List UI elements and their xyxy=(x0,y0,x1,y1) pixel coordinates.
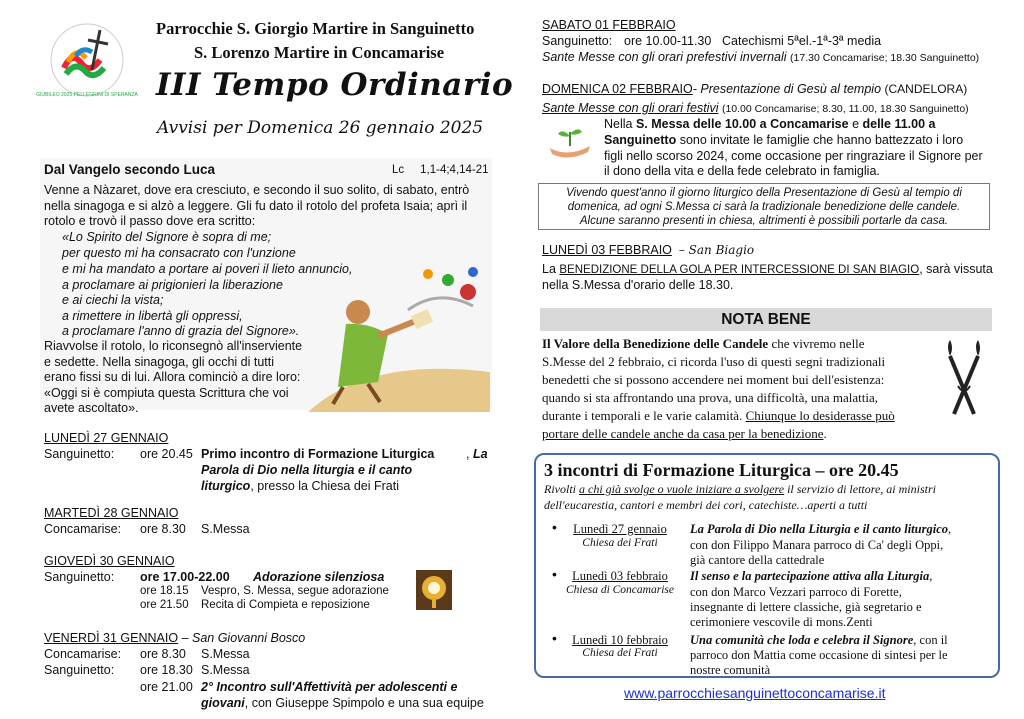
formation-item-text: , con il xyxy=(913,633,948,647)
formation-item-line: con don Marco Vezzari parroco di Forette, xyxy=(690,585,902,599)
feast-name: - Presentazione di Gesù al tempio xyxy=(692,82,882,96)
event-title: Vespro, S. Messa, segue adorazione xyxy=(201,585,389,597)
gospel-verses: 1,1-4;4,14-21 xyxy=(420,164,489,176)
mon3-blessing: BENEDIZIONE DELLA GOLA PER INTERCESSIONE DI SAN BIAGIO xyxy=(559,264,920,276)
formation-date: Lunedì 10 febbraio xyxy=(572,633,668,647)
candle-notice-line: domenica, ad ogni S.Messa ci sarà la tradizionale benedizione delle candele. xyxy=(567,201,961,213)
event-line xyxy=(201,478,399,494)
place-label: Sanguinetto: xyxy=(542,34,613,48)
nota-bene-title: NOTA BENE xyxy=(721,311,811,328)
event-time: ore 21.50 xyxy=(140,599,189,611)
day-heading: LUNEDÌ 03 FEBBRAIO xyxy=(542,243,672,257)
event-subtitle: Parola di Dio nella liturgia e il canto xyxy=(201,463,413,477)
place-label: Sanguinetto: xyxy=(44,447,115,461)
gospel-line: nella sinagoga e si alzò a leggere. Gli fu dato il rotolo del profeta Isaia; aprì il xyxy=(44,199,468,213)
parish-name-2: S. Lorenzo Martire in Concamarise xyxy=(194,43,445,62)
formation-intro-line xyxy=(544,482,936,497)
gospel-quote-line: «Lo Spirito del Signore è sopra di me; xyxy=(62,230,272,244)
gospel-line: erano fissi su di lui. Allora cominciò a dire loro: xyxy=(44,370,301,384)
sun-text: e xyxy=(848,117,863,131)
gospel-quote-line: per questo mi ha consacrato con l'unzione xyxy=(62,246,296,260)
sun-text-bold: S. Messa delle 10.00 a Concamarise xyxy=(635,117,849,131)
gospel-quote-line: e mi ha mandato a portare ai poveri il lieto annuncio, xyxy=(62,262,353,276)
event-time: ore 17.00-22.00 xyxy=(140,570,230,584)
event-location: , presso la Chiesa dei Frati xyxy=(250,479,399,493)
nota-text: che vivremo nelle xyxy=(768,336,865,351)
bullet: • xyxy=(552,630,557,646)
nota-line: quando si sta affrontando una prova, una difficoltà, una malattia, xyxy=(542,390,878,405)
formation-intro-line: dell'eucarestia, cantori e membri dei cori, catechiste…aperti a tutti xyxy=(544,498,868,512)
day-heading-row xyxy=(542,242,754,258)
sun-text-bold: Sanguinetto xyxy=(604,133,677,147)
event-subtitle: La xyxy=(473,447,488,461)
day-heading-row xyxy=(44,630,305,646)
formation-item-line: nostre comunità xyxy=(690,663,771,677)
formation-item-line: con don Filippo Manara parroco di Ca' degli Oppi, xyxy=(690,538,944,552)
event-title: Catechismi 5ªel.-1ª-3ª media xyxy=(722,34,882,48)
formation-item-text: , xyxy=(948,522,952,536)
formation-item-line xyxy=(690,632,948,648)
formation-intro-underlined: a chi già svolge o vuole iniziare a svolgere xyxy=(579,482,785,496)
formation-church: Chiesa di Concamarise xyxy=(566,584,674,596)
day-heading: DOMENICA 02 FEBBRAIO xyxy=(542,82,693,96)
nota-bold: Il Valore della Benedizione delle Candele xyxy=(542,336,769,351)
gospel-line: rotolo e trovò il passo dove era scritto: xyxy=(44,214,256,228)
sun-paragraph-line xyxy=(604,132,963,148)
monstrance-icon xyxy=(416,570,452,610)
formation-intro: il servizio di lettore, ai ministri xyxy=(784,482,936,496)
mass-times: (10.00 Concamarise; 8.30, 11.00, 18.30 Sanguinetto) xyxy=(721,103,969,115)
candle-notice-line: Vivendo quest'anno il giorno liturgico della Presentazione di Gesù al tempio di xyxy=(566,187,962,199)
nota-line xyxy=(542,408,895,425)
comma: , xyxy=(466,447,470,461)
nota-underlined: Chiunque lo desiderasse può xyxy=(745,408,895,423)
bullet: • xyxy=(552,566,557,582)
parish-name-1: Parrocchie S. Giorgio Martire in Sanguinetto xyxy=(156,19,475,38)
formation-date: Lunedì 03 febbraio xyxy=(572,569,668,583)
saint-name: – San Giovanni Bosco xyxy=(181,631,306,645)
formation-item-line xyxy=(690,568,932,584)
mon3-text: La xyxy=(542,262,560,276)
place-label: Concamarise: xyxy=(44,522,122,536)
jesus-scroll-illustration xyxy=(308,262,490,412)
event-title: Recita di Compieta e reposizione xyxy=(201,599,370,611)
hands-plant-icon xyxy=(548,124,592,158)
formation-item-line: cerimoniere vescovile di mons.Zenti xyxy=(690,615,873,629)
formation-item-title: La Parola di Dio nella Liturgia e il canto liturgico xyxy=(690,522,948,536)
formation-church: Chiesa dei Frati xyxy=(582,537,658,549)
sun-paragraph-line xyxy=(604,116,935,132)
mass-label: Sante Messe con gli orari prefestivi invernali xyxy=(542,50,787,64)
event-title: Adorazione silenziosa xyxy=(253,570,385,584)
formation-item-title: Una comunità che loda e celebra il Signore xyxy=(690,633,914,647)
gospel-line: e sedette. Nella sinagoga, gli occhi di tutti xyxy=(44,355,274,369)
event-time: ore 8.30 xyxy=(140,647,186,661)
formation-church: Chiesa dei Frati xyxy=(582,647,658,659)
gospel-line: Riavvolse il rotolo, lo riconsegnò all'inserviente xyxy=(44,339,303,353)
mass-times: (17.30 Concamarise; 18.30 Sanguinetto) xyxy=(790,52,980,64)
event-time: ore 10.00-11.30 xyxy=(624,34,712,48)
event-time: ore 18.15 xyxy=(140,585,189,597)
mass-line xyxy=(542,49,979,65)
nota-line xyxy=(542,426,827,443)
sun-paragraph-line: il dono della vita e della fede celebrato in famiglia. xyxy=(604,164,880,178)
page-subtitle: Avvisi per Domenica 26 gennaio 2025 xyxy=(157,118,484,138)
mass-line xyxy=(542,100,969,116)
event-subtitle: liturgico xyxy=(201,479,251,493)
day-heading-row xyxy=(542,81,967,97)
event-title: 2° Incontro sull'Affettività per adolescenti e xyxy=(201,680,458,694)
formation-date: Lunedì 27 gennaio xyxy=(573,522,667,536)
formation-item-text: , xyxy=(929,569,933,583)
event-line xyxy=(201,695,484,711)
mass-label: Sante Messe con gli orari festivi xyxy=(542,101,719,115)
event-time: ore 21.00 xyxy=(140,680,193,694)
logo-text: GIUBILEO 2025 PELLEGRINI DI SPERANZA xyxy=(36,92,138,98)
gospel-line: avete ascoltato». xyxy=(44,401,139,415)
day-heading: LUNEDÌ 27 GENNAIO xyxy=(44,431,169,445)
place-label: Concamarise: xyxy=(44,647,122,661)
gospel-quote-line: a proclamare l'anno di grazia del Signore». xyxy=(62,324,300,338)
mon3-line xyxy=(542,261,993,278)
gospel-line: Venne a Nàzaret, dove era cresciuto, e secondo il suo solito, di sabato, entrò xyxy=(44,183,470,197)
nota-text: durante i temporali e le varie calamità. xyxy=(542,408,746,423)
day-heading: MARTEDÌ 28 GENNAIO xyxy=(44,506,179,520)
event-title: giovani xyxy=(201,696,245,710)
gospel-reference xyxy=(392,163,489,178)
day-heading: SABATO 01 FEBBRAIO xyxy=(542,18,676,32)
gospel-book: Lc xyxy=(392,164,405,176)
nota-line: S.Messe del 2 febbraio, ci ricorda l'uso di questi segni tradizionali xyxy=(542,354,886,369)
sun-text: Nella xyxy=(604,117,636,131)
mon3-line: nella S.Messa d'orario delle 18.30. xyxy=(542,278,734,292)
sun-text-bold: delle 11.00 a xyxy=(862,117,936,131)
formation-item-line: già cantore della cattedrale xyxy=(690,553,825,567)
gospel-title: Dal Vangelo secondo Luca xyxy=(44,162,216,177)
gospel-quote-line: a rimettere in libertà gli oppressi, xyxy=(62,309,243,323)
gospel-quote-line: a proclamare ai prigionieri la liberazione xyxy=(62,278,283,292)
nota-line xyxy=(542,336,865,353)
feast-paren: (CANDELORA) xyxy=(884,82,968,96)
nota-underlined: portare delle candele anche da casa per la benedizione xyxy=(542,426,824,441)
gospel-line: «Oggi si è compiuta questa Scrittura che voi xyxy=(44,386,289,400)
formation-item-line: insegnante di lettere classiche, già segretario e xyxy=(690,600,922,614)
event-title: S.Messa xyxy=(201,663,250,677)
website-link[interactable]: www.parrocchiesanguinettoconcamarise.it xyxy=(624,685,886,701)
place-label: Sanguinetto: xyxy=(44,570,115,584)
event-time: ore 18.30 xyxy=(140,663,193,677)
event-detail: , con Giuseppe Spimpolo e una sua equipe xyxy=(244,696,484,710)
event-time: ore 20.45 xyxy=(140,447,193,461)
mon3-text: , sarà vissuta xyxy=(919,262,993,276)
saint-name: – San Biagio xyxy=(678,243,755,257)
crossed-candles-icon xyxy=(944,336,984,422)
nota-text: . xyxy=(823,426,827,441)
event-title: S.Messa xyxy=(201,522,250,536)
formation-item-title: Il senso e la partecipazione attiva alla Liturgia xyxy=(690,569,930,583)
event-title: S.Messa xyxy=(201,647,250,661)
page-title: III Tempo Ordinario xyxy=(156,67,514,103)
event-time: ore 8.30 xyxy=(140,522,186,536)
sun-text: sono invitate le famiglie che hanno battezzato i loro xyxy=(676,133,964,147)
formation-item-line xyxy=(690,521,951,537)
place-label: Sanguinetto: xyxy=(44,663,115,677)
formation-item-line: parroco don Mattia come occasione di sintesi per le xyxy=(690,648,948,662)
nota-line: benedetti che si possono accendere nei moment bui dell'esistenza: xyxy=(542,372,885,387)
gospel-quote-line: e ai ciechi la vista; xyxy=(62,293,164,307)
day-heading: GIOVEDÌ 30 GENNAIO xyxy=(44,554,175,568)
formation-title: 3 incontri di Formazione Liturgica – ore 20.45 xyxy=(544,460,899,480)
formation-intro: Rivolti xyxy=(544,482,579,496)
sun-paragraph-line: figli nello scorso 2024, come occasione per ringraziare il Signore per xyxy=(604,149,983,163)
day-heading: VENERDÌ 31 GENNAIO xyxy=(44,631,179,645)
bullet: • xyxy=(552,519,557,535)
jubilee-logo xyxy=(36,20,138,100)
candle-notice-line: Alcune saranno presenti in chiesa, altrimenti è possibili portarle da casa. xyxy=(579,215,949,227)
event-title: Primo incontro di Formazione Liturgica xyxy=(201,447,435,461)
